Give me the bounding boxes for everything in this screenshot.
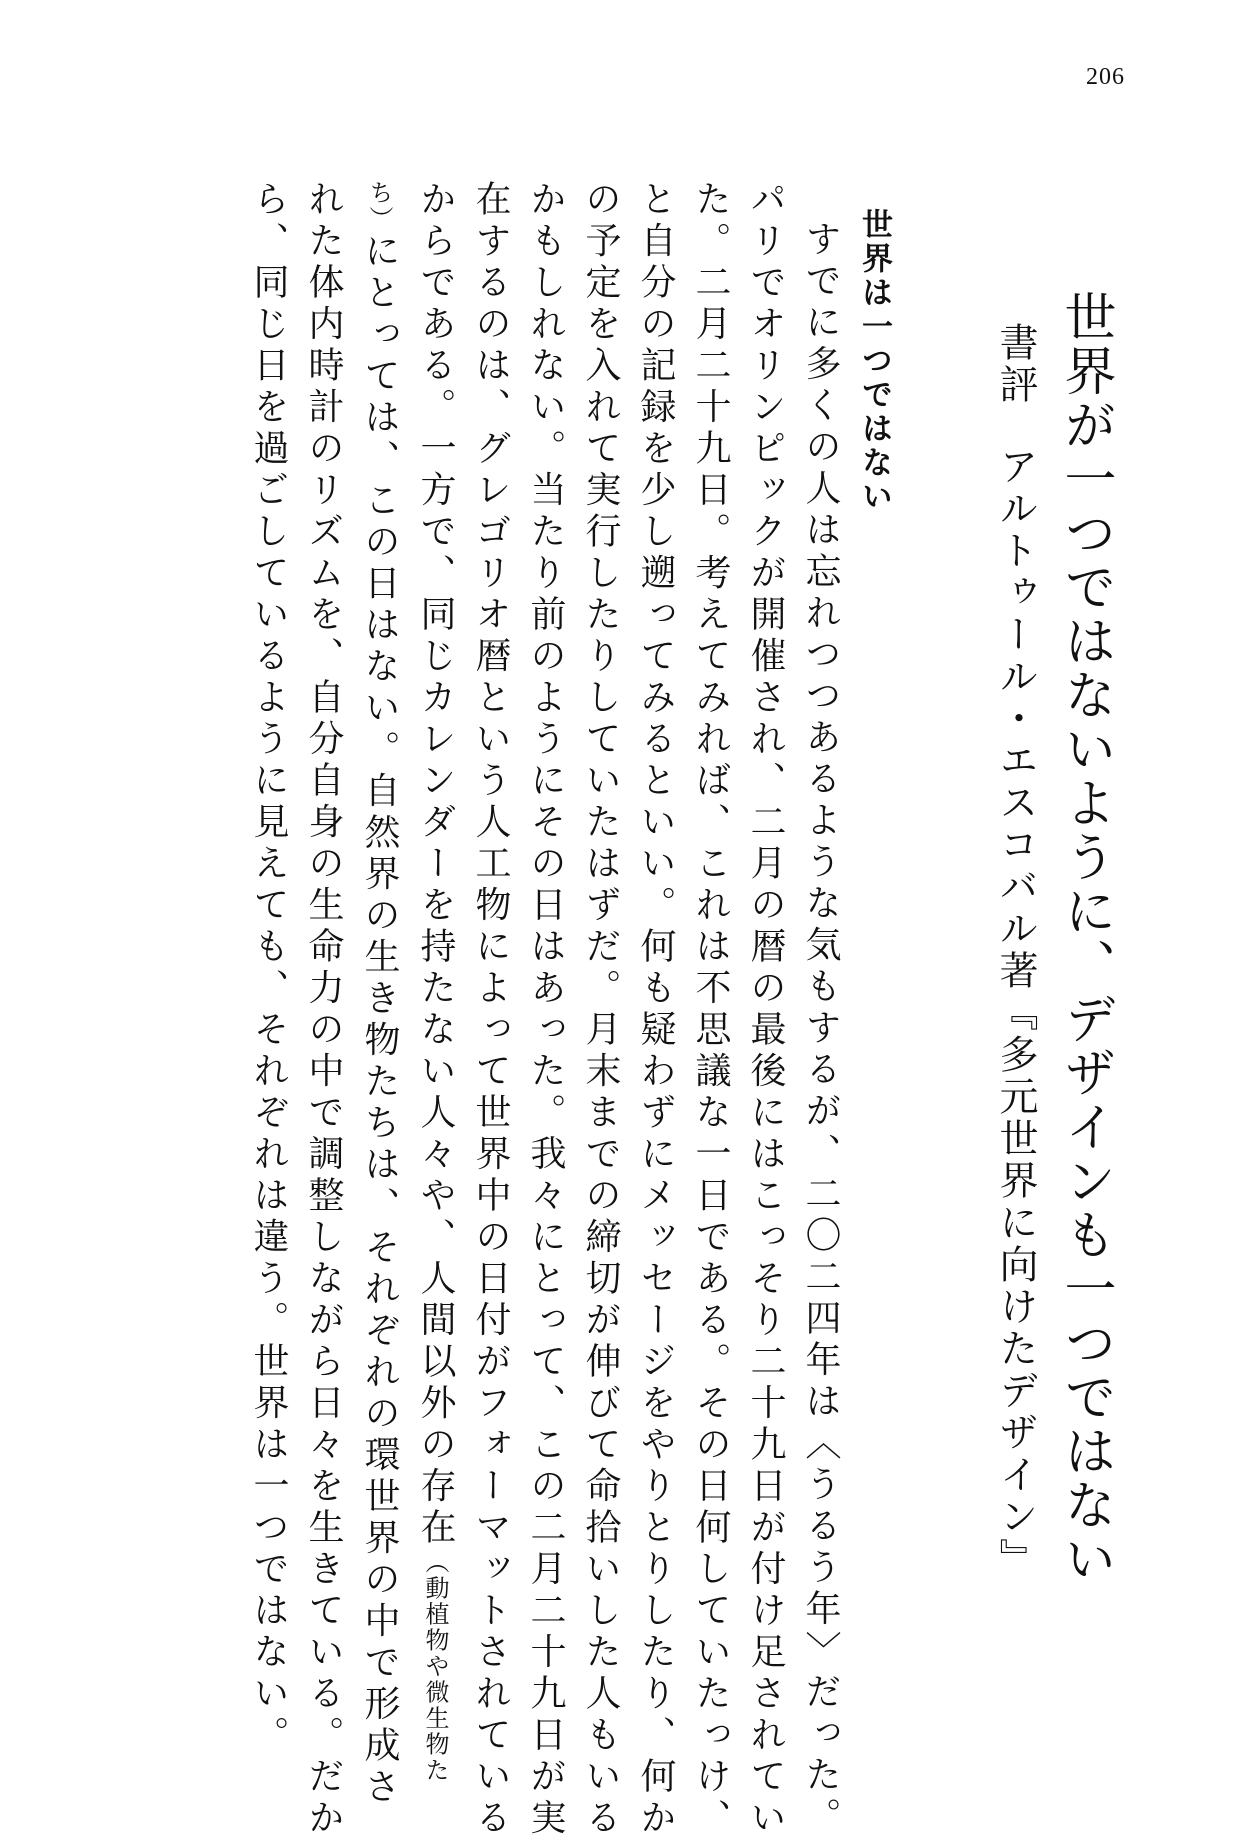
body-line: [738, 180, 793, 1840]
body-line-text: かもしれない。当たり前のようにその日はあった。我々にとって、この二月二十九日が実: [525, 180, 566, 1840]
page-number: 206: [1086, 64, 1125, 90]
body-line: [351, 180, 407, 1809]
body-line: [241, 180, 296, 1757]
body-line: [407, 180, 463, 1784]
body-line-text: の予定を入れて実行したりしていたはずだ。月末までの締切が伸びて命拾いした人もいる: [580, 180, 621, 1840]
body-line-text: た。二月二十九日。考えてみれば、これは不思議な一日である。その日何していたっけ、: [690, 180, 731, 1840]
body-line: [518, 180, 573, 1840]
body-line: [573, 180, 628, 1840]
body-line: [628, 180, 683, 1840]
body-line: [793, 180, 848, 1839]
body-line-text: ら、同じ日を過ごしているように見えても、それぞれは違う。世界は一つではない。: [248, 180, 289, 1757]
body-line-text: 在するのは、グレゴリオ暦という人工物によって世界中の日付がフォーマットされている: [470, 180, 511, 1840]
body-text: [168, 180, 848, 1840]
article-title: 世界が一つではないように、デザインも一つではない: [1055, 290, 1115, 1586]
body-line-small-text: ち）: [365, 180, 393, 232]
body-line-text: からである。一方で、同じカレンダーを持たない人々や、人間以外の存在: [415, 180, 456, 1550]
body-line-text: パリでオリンピックが開催され、二月の暦の最後にはこっそり二十九日が付け足されてい: [745, 180, 786, 1840]
body-line: [683, 180, 738, 1840]
subtitle-label: 書評: [993, 322, 1038, 406]
body-line-text: と自分の記録を少し遡ってみるといい。何も疑わずにメッセージをやりとりしたり、何か: [635, 180, 676, 1840]
body-line-text: にとっては、この日はない。自然界の生き物たちは、それぞれの環世界の中で形成さ: [359, 232, 400, 1809]
body-line-text: すでに多くの人は忘れつつあるような気もするが、二〇二四年は〈うるう年〉だった。: [800, 220, 841, 1839]
body-line-small-text: （動植物や微生物た: [421, 1549, 449, 1784]
article-subtitle: [985, 322, 1045, 1622]
subtitle-text: アルトゥール・エスコバル著『多元世界に向けたデザイン』: [993, 446, 1038, 1580]
section-heading: 世界は一つではない: [856, 208, 892, 514]
body-line: [296, 180, 351, 1840]
body-line-text: れた体内時計のリズムを、自分自身の生命力の中で調整しながら日々を生きている。だか: [303, 180, 344, 1840]
body-line: [463, 180, 518, 1840]
